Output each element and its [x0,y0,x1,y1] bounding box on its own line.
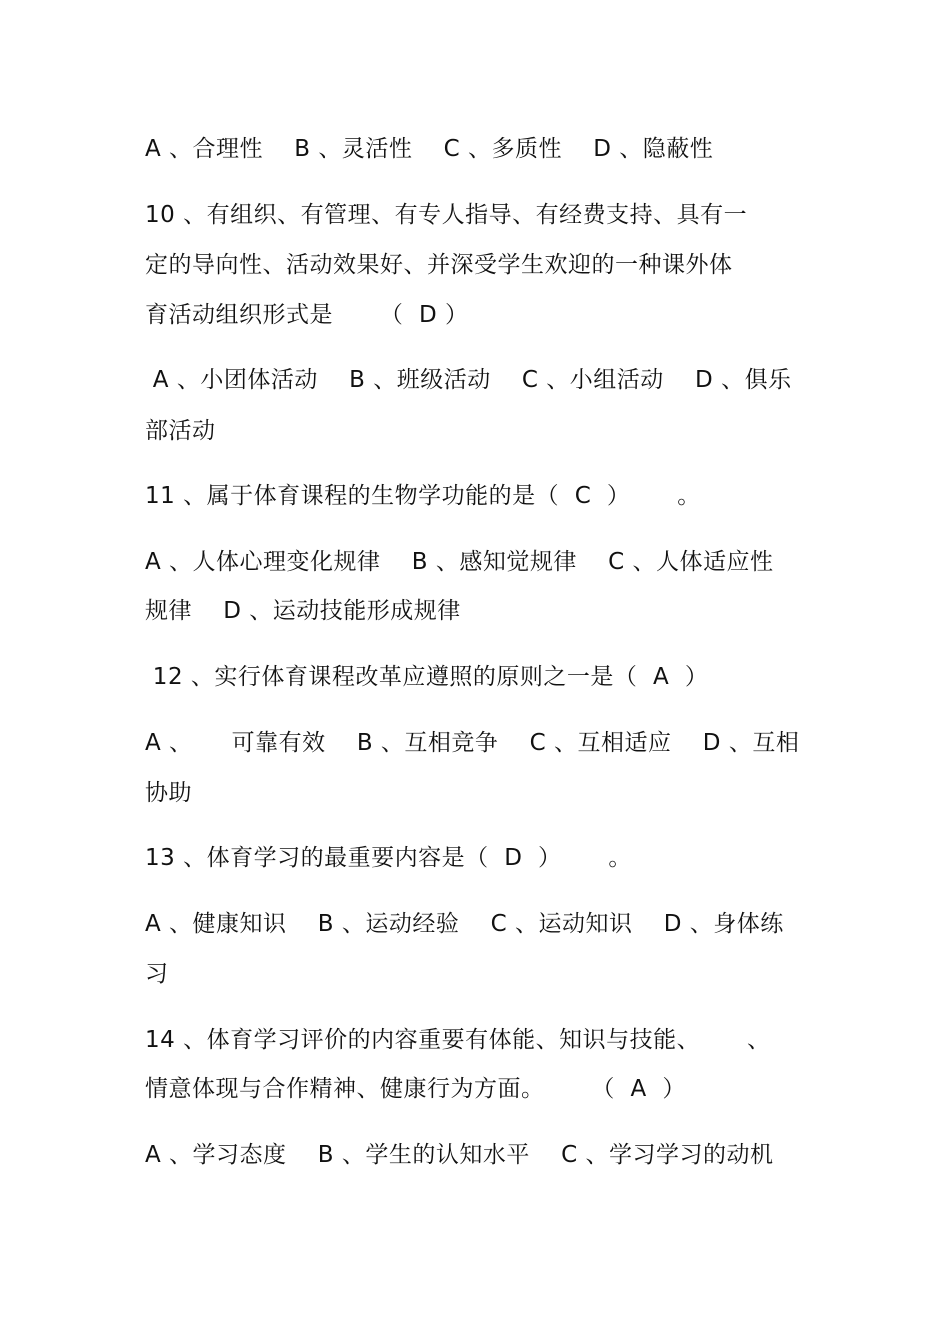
text-line: A 、健康知识 B 、运动经验 C 、运动知识 D 、身体练 [145,911,784,937]
text-line: 育活动组织形式是 （ D ） [145,302,469,328]
text-line: 部活动 [145,418,216,444]
text-line: 习 [145,961,169,987]
text-line: 10 、有组织、有管理、有专人指导、有经费支持、具有一 [145,202,748,228]
text-line: A 、学习态度 B 、学生的认知水平 C 、学习学习的动机 [145,1142,774,1168]
text-line: 11 、属于体育课程的生物学功能的是（ C ） 。 [145,483,701,509]
text-line: A 、 可靠有效 B 、互相竞争 C 、互相适应 D 、互相 [145,730,800,756]
text-line: 协助 [145,780,192,806]
text-line: 13 、体育学习的最重要内容是（ D ） 。 [145,845,632,871]
text-line: 12 、实行体育课程改革应遵照的原则之一是（ A ） [145,664,709,690]
text-line: A 、合理性 B 、灵活性 C 、多质性 D 、隐蔽性 [145,136,714,162]
text-line: 规律 D 、运动技能形成规律 [145,598,461,624]
text-line: A 、小团体活动 B 、班级活动 C 、小组活动 D 、俱乐 [145,367,792,393]
text-line: 14 、体育学习评价的内容重要有体能、知识与技能、 、 [145,1027,771,1053]
text-line: 情意体现与合作精神、健康行为方面。 （ A ） [145,1076,686,1102]
text-line: A 、人体心理变化规律 B 、感知觉规律 C 、人体适应性 [145,549,774,575]
text-line: 定的导向性、活动效果好、并深受学生欢迎的一种课外体 [145,252,733,278]
